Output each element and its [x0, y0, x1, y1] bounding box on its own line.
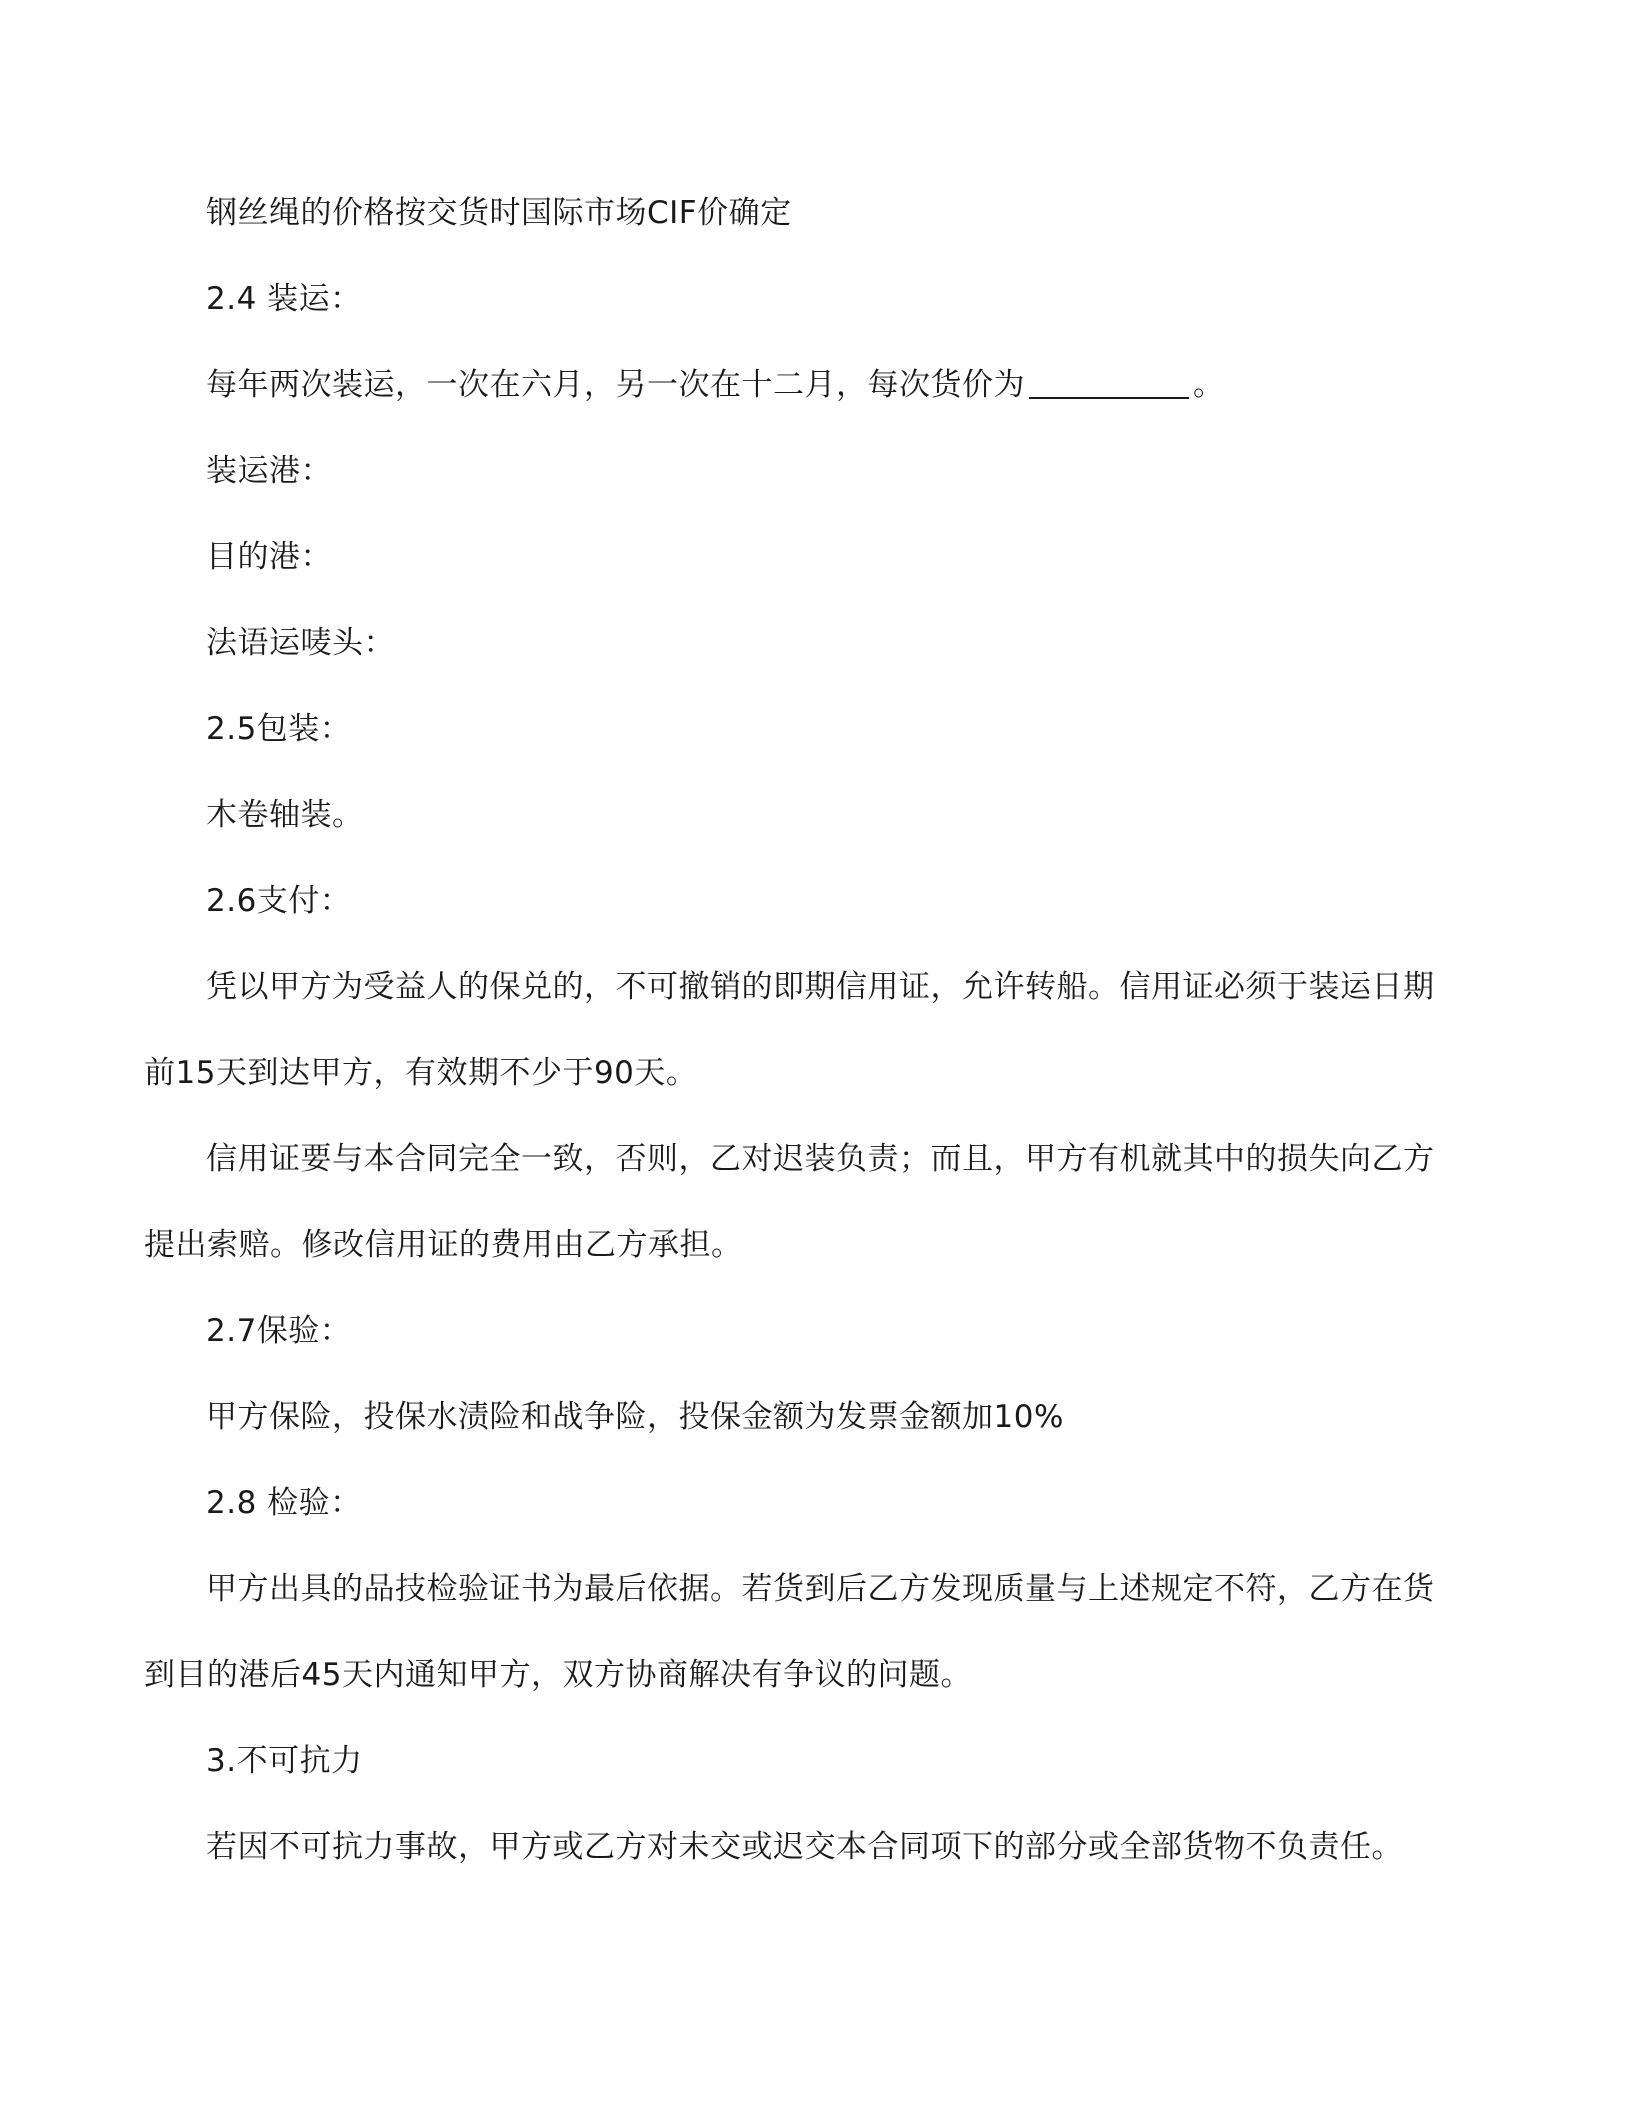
destination-port-label: 目的港： — [206, 539, 332, 575]
insurance-text: 甲方保险，投保水渍险和战争险，投保金额为发票金额加10% — [206, 1399, 1064, 1435]
shipping-marks-label: 法语运唛头： — [206, 625, 395, 661]
packing-text: 木卷轴装。 — [206, 797, 364, 833]
payment-para1-line2: 前15天到达甲方，有效期不少于90天。 — [144, 1055, 698, 1091]
shipment-schedule-end: 。 — [1193, 367, 1225, 403]
payment-para1-line1: 凭以甲方为受益人的保兑的，不可撤销的即期信用证，允许转船。信用证必须于装运日期 — [206, 969, 1435, 1005]
payment-para2-line1: 信用证要与本合同完全一致，否则，乙对迟装负责；而且，甲方有机就其中的损失向乙方 — [206, 1141, 1435, 1177]
force-majeure-heading: 3.不可抗力 — [206, 1743, 363, 1779]
inspection-line2: 到目的港后45天内通知甲方，双方协商解决有争议的问题。 — [144, 1657, 972, 1693]
price-note: 钢丝绳的价格按交货时国际市场CIF价确定 — [206, 195, 792, 231]
packing-heading: 2.5包装： — [206, 711, 352, 747]
payment-heading: 2.6支付： — [206, 883, 352, 919]
shipment-schedule-text: 每年两次装运，一次在六月，另一次在十二月，每次货价为 — [206, 367, 1025, 403]
payment-para2-line2: 提出索赔。修改信用证的费用由乙方承担。 — [144, 1227, 743, 1263]
inspection-line1: 甲方出具的品技检验证书为最后依据。若货到后乙方发现质量与上述规定不符，乙方在货 — [206, 1571, 1435, 1607]
force-majeure-text: 若因不可抗力事故，甲方或乙方对未交或迟交本合同项下的部分或全部货物不负责任。 — [206, 1829, 1403, 1865]
inspection-heading: 2.8 检验： — [206, 1485, 362, 1521]
insurance-heading: 2.7保验： — [206, 1313, 352, 1349]
shipment-heading: 2.4 装运： — [206, 281, 362, 317]
price-blank-line — [1029, 367, 1189, 399]
loading-port-label: 装运港： — [206, 453, 332, 489]
shipment-schedule — [206, 365, 1225, 405]
